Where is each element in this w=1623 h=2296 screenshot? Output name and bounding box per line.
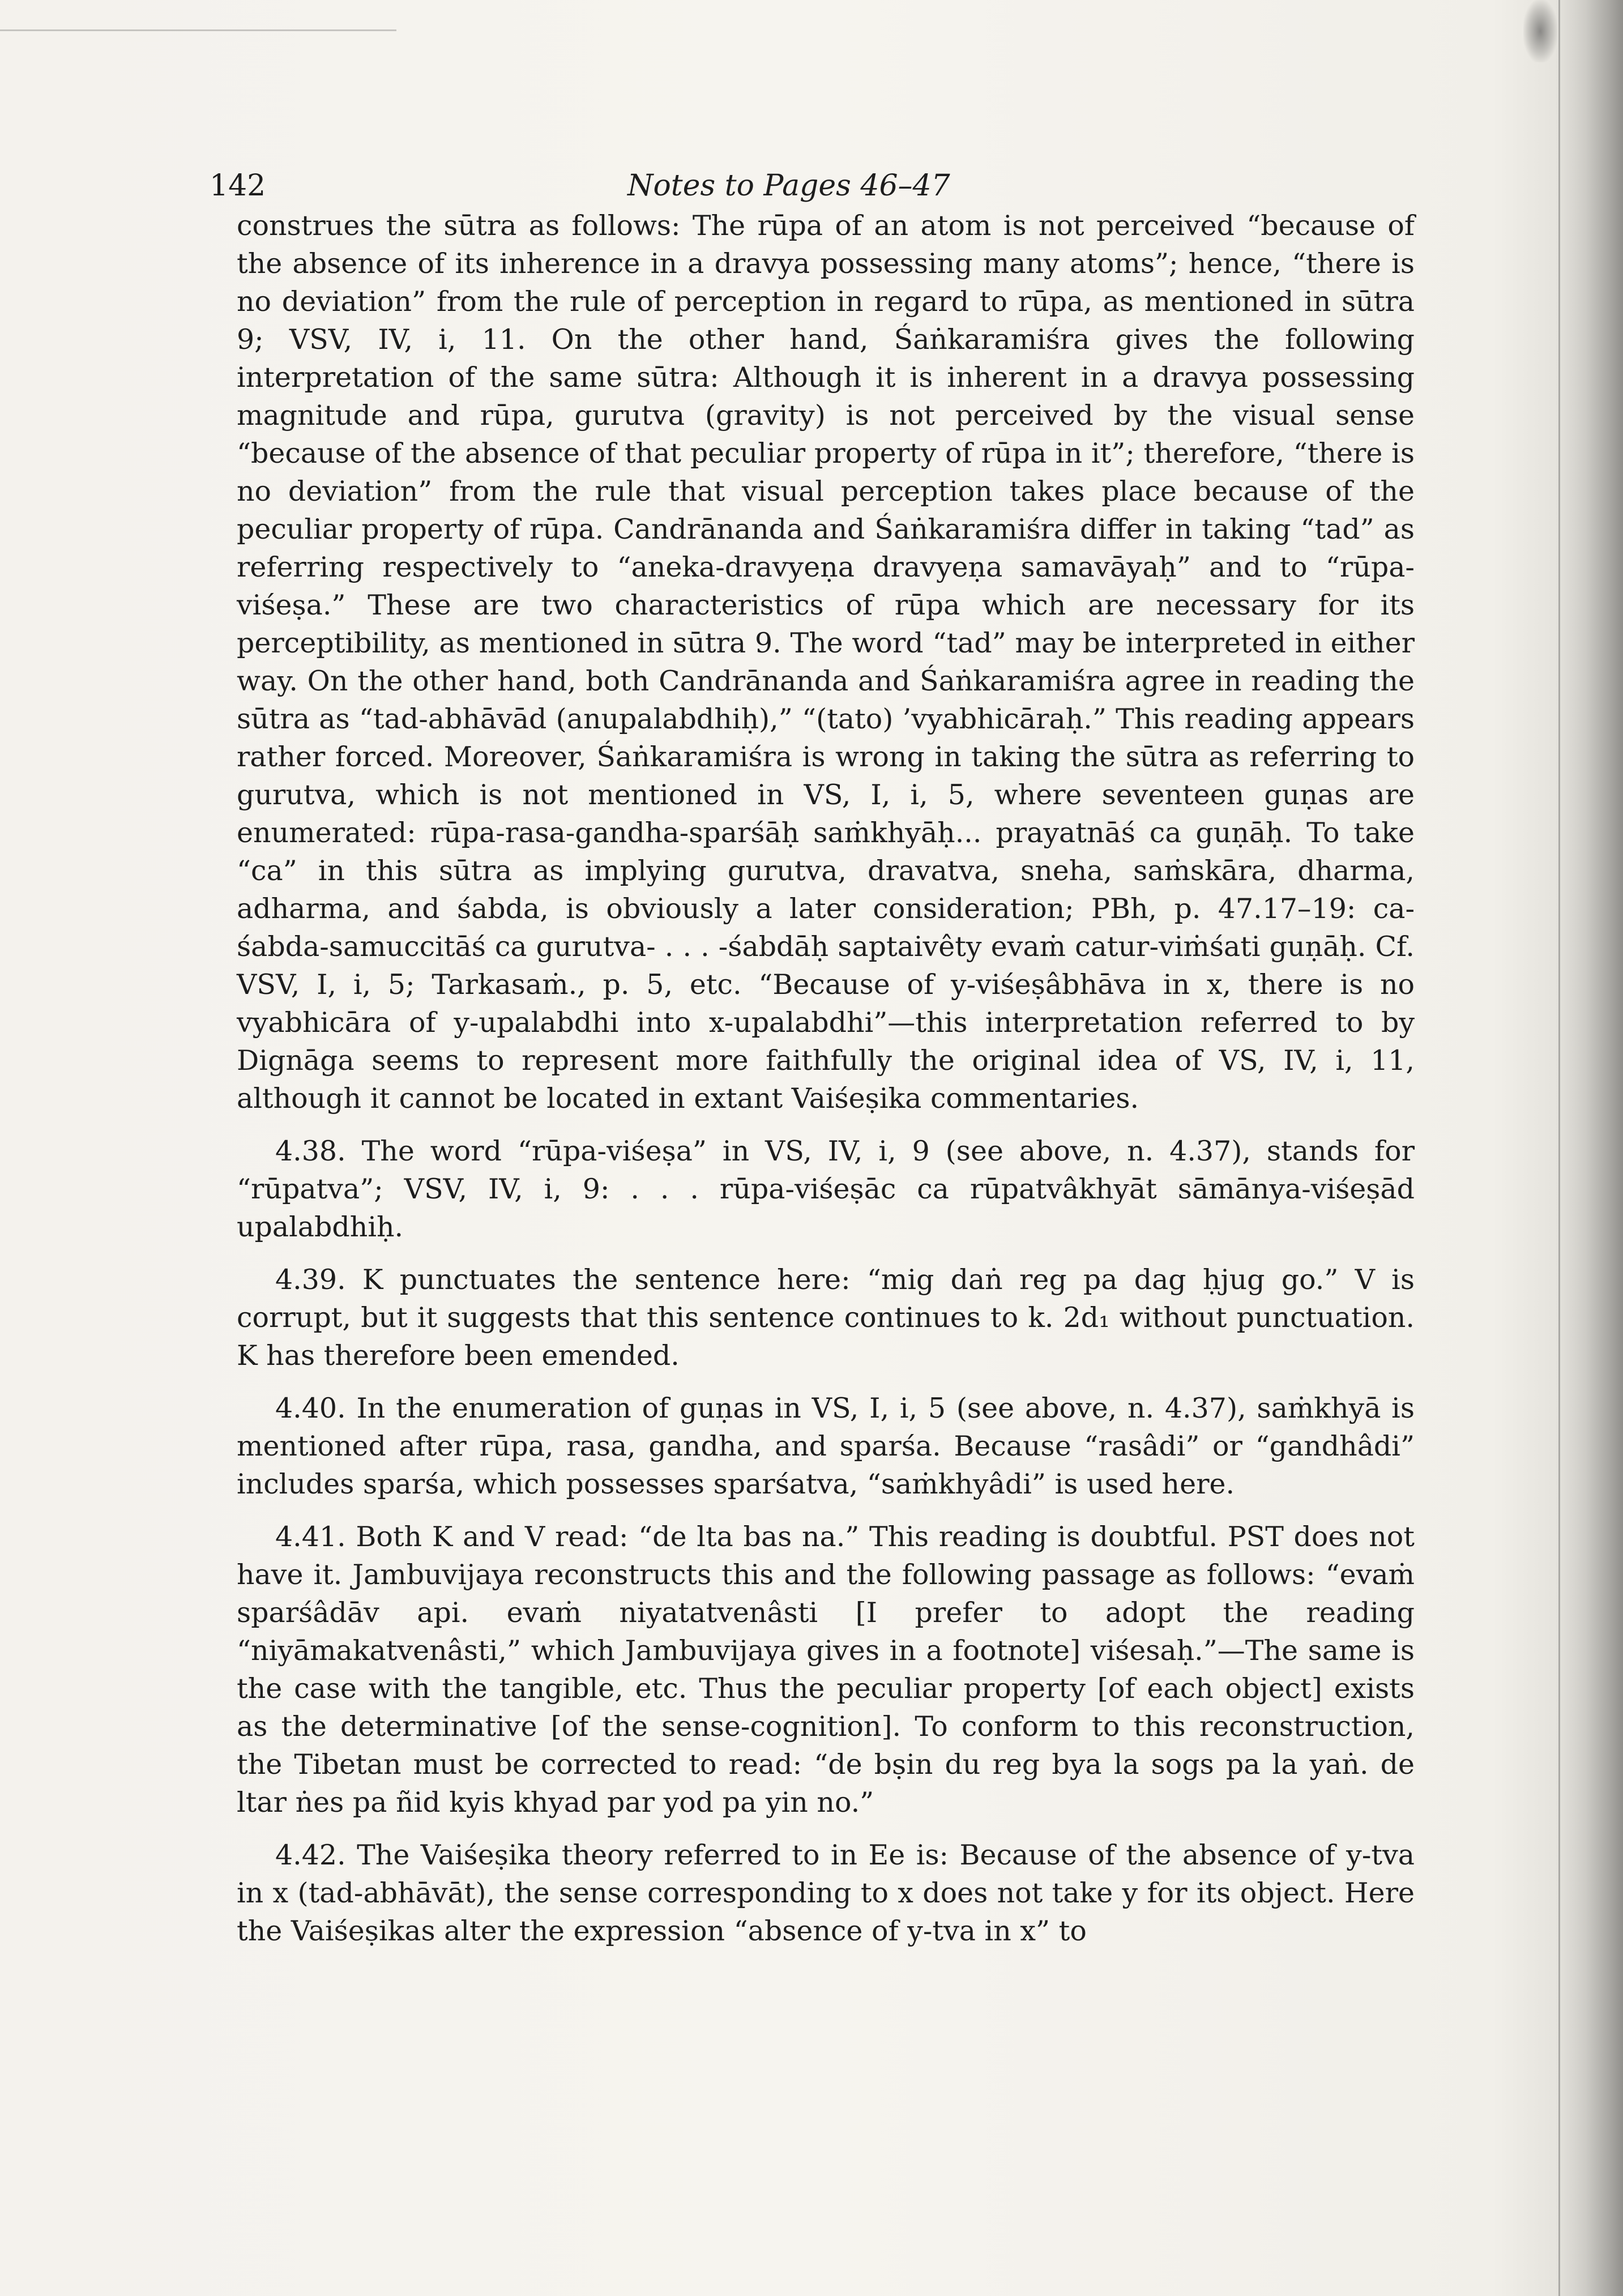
note-4-42: 4.42. The Vaiśeṣika theory referred to in Ee is: Because of the absence of y-tva in x (tad-abhāvāt), the sense corresponding to x does not take y for its object. Here the Vaiśeṣikas alter the expression “absence of y-tva in x” to [237, 1839, 1415, 1947]
scan-smudge [1523, 0, 1557, 62]
note-4-38: 4.38. The word “rūpa-viśeṣa” in VS, IV, i, 9 (see above, n. 4.37), stands for “rūpatva”; VSV, IV, i, 9: . . . rūpa-viśeṣāc ca rūpatvâkhyāt sāmānya-viśeṣād upalabdhiḥ. [237, 1135, 1415, 1243]
note-4-40: 4.40. In the enumeration of guṇas in VS, I, i, 5 (see above, n. 4.37), saṁkhyā is mentioned after rūpa, rasa, gandha, and sparśa. Because “rasâdi” or “gandhâdi” includes sparśa, which possesses sparśatva, “saṁkhyâdi” is used here. [237, 1392, 1415, 1500]
note-4-39: 4.39. K punctuates the sentence here: “mig daṅ reg pa dag ḥjug go.” V is corrupt, but it suggests that this sentence continues to k. 2d₁ without punctuation. K has therefore been emended. [237, 1264, 1415, 1372]
text-column [210, 167, 1415, 1965]
page-number: 142 [210, 169, 266, 203]
paragraph-continued: construes the sūtra as follows: The rūpa of an atom is not perceived “because of the absence of its inherence in a dravya possessing many atoms”; hence, “there is no deviation” from the rule of perception in regard to rūpa, as mentioned in sūtra 9; VSV, IV, i, 11. On the other hand, Śaṅkaramiśra gives the following interpretation of the same sūtra: Although it is inherent in a dravya possessing magnitude and rūpa, gurutva (gravity) is not perceived by the visual sense “because of the absence of that peculiar property of rūpa in it”; therefore, “there is no deviation” from the rule that visual perception takes place because of the peculiar property of rūpa. Candrānanda and Śaṅkaramiśra differ in taking “tad” as referring respectively to “aneka-dravyeṇa dravyeṇa samavāyaḥ” and to “rūpa-viśeṣa.” These are two characteristics of rūpa which are necessary for its perceptibility, as mentioned in sūtra 9. The word “tad” may be interpreted in either way. On the other hand, both Candrānanda and Śaṅkaramiśra agree in reading the sūtra as “tad-abhāvād (anupalabdhiḥ),” “(tato) ’vyabhicāraḥ.” This reading appears rather forced. Moreover, Śaṅkaramiśra is wrong in taking the sūtra as referring to gurutva, which is not mentioned in VS, I, i, 5, where seventeen guṇas are enumerated: rūpa-rasa-gandha-sparśāḥ saṁkhyāḥ... prayatnāś ca guṇāḥ. To take “ca” in this sūtra as implying gurutva, dravatva, sneha, saṁskāra, dharma, adharma, and śabda, is obviously a later consideration; PBh, p. 47.17–19: ca-śabda-samuccitāś ca gurutva- . . . -śabdāḥ saptaivêty evaṁ catur-viṁśati guṇāḥ. Cf. VSV, I, i, 5; Tarkasaṁ., p. 5, etc. “Because of y-viśeṣâbhāva in x, there is no vyabhicāra of y-upalabdhi into x-upalabdhi”—this interpretation referred to by Dignāga seems to represent more faithfully the original idea of VS, IV, i, 11, although it cannot be located in extant Vaiśeṣika commentaries. [237, 210, 1415, 1115]
page-header [210, 167, 1415, 207]
page-edge-line [1558, 0, 1560, 2296]
binding-shadow [1555, 0, 1623, 2296]
running-head: Notes to Pages 46–47 [627, 169, 950, 203]
note-4-41: 4.41. Both K and V read: “de lta bas na.” This reading is doubtful. PST does not have it. Jambuvijaya reconstructs this and the following passage as follows: “evaṁ sparśâdāv api. evaṁ niyatatvenâsti [I prefer to adopt the reading “niyāmakatvenâsti,” which Jambuvijaya gives in a footnote] viśesaḥ.”—The same is the case with the tangible, etc. Thus the peculiar property [of each object] exists as the determinative [of the sense-cognition]. To conform to this reconstruction, the Tibetan must be corrected to read: “de bṣin du reg bya la sogs pa la yaṅ. de ltar ṅes pa ñid kyis khyad par yod pa yin no.” [237, 1521, 1415, 1819]
scan-artifact-rule [0, 29, 396, 31]
